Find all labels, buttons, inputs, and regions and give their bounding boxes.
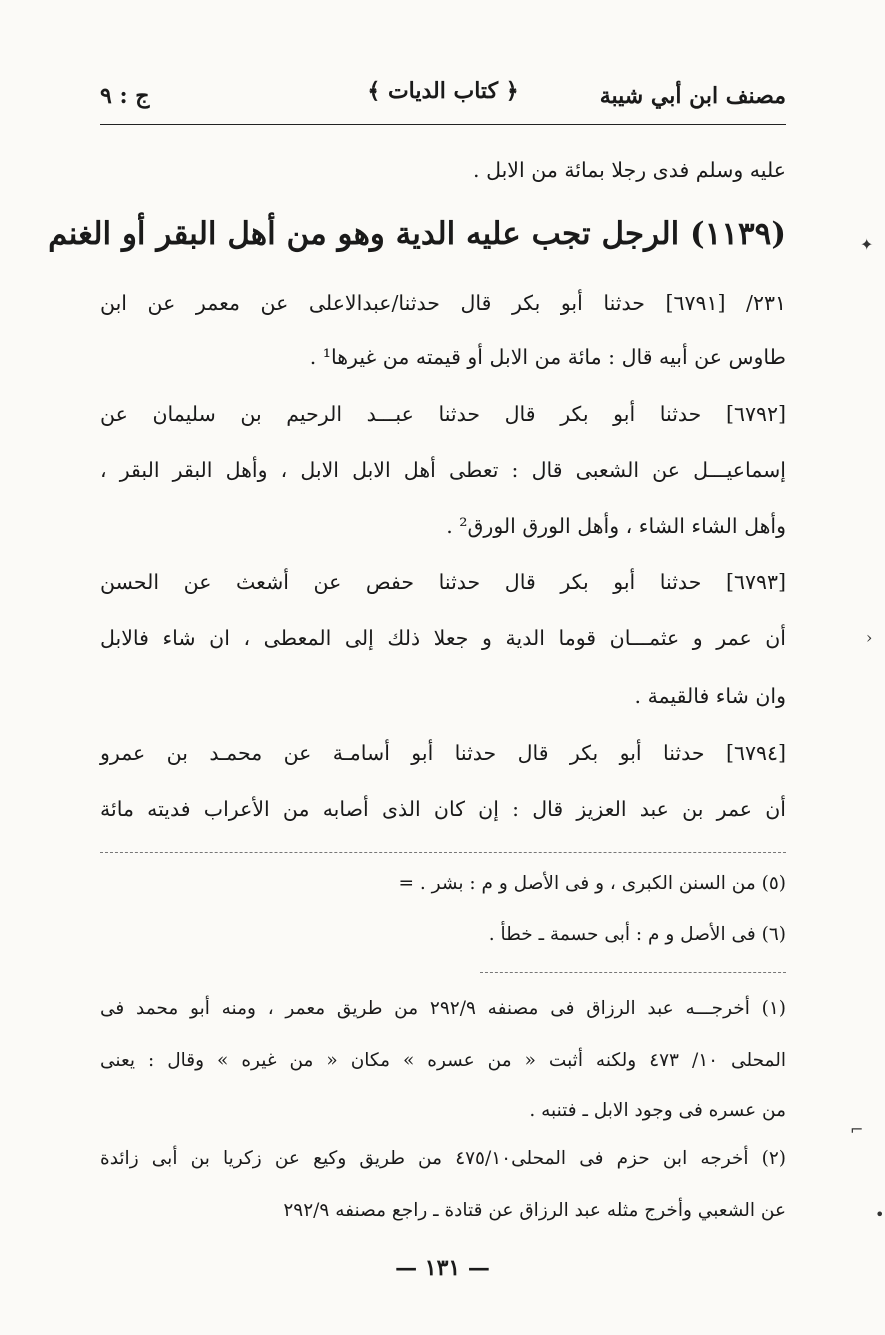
text-line: وأهل الشاء الشاء ، وأهل الورق الورق² . bbox=[446, 514, 786, 538]
text-line: أن عمر بن عبد العزيز قال : إن كان الذى أصابه من الأعراب فديته مائة bbox=[100, 797, 786, 821]
margin-mark-icon: ✦ bbox=[860, 235, 874, 254]
editor-note: (٦) فى الأصل و م : أبى حسمة ـ خطأ . bbox=[488, 924, 786, 945]
volume-number: ج : ٩ bbox=[100, 83, 150, 109]
book-title: مصنف ابن أبي شيبة bbox=[599, 83, 786, 109]
chapter-title: ﴿ كتاب الديات ﴾ bbox=[367, 78, 519, 104]
editor-note: (٥) من السنن الكبرى ، و فى الأصل و م : بشر . = bbox=[398, 873, 786, 894]
margin-mark-icon: › bbox=[866, 628, 873, 647]
text-line: [٦٧٩٢] حدثنا أبو بكر قال حدثنا عبـــد الرحيم بن سليمان عن bbox=[100, 402, 786, 426]
footnotes-divider bbox=[480, 972, 786, 973]
margin-mark-icon: ⌐ bbox=[850, 1120, 864, 1139]
section-heading: (١١٣٩) الرجل تجب عليه الدية وهو من أهل البقر أو الغنم bbox=[48, 216, 786, 252]
header-rule bbox=[100, 124, 786, 125]
footnote-line: (١) أخرجـــه عبد الرزاق فى مصنفه ٢٩٢/٩ من طريق معمر ، ومنه أبو محمد فى bbox=[100, 998, 786, 1019]
footnote-line: المحلى ١٠/ ٤٧٣ ولكنه أثبت « من عسره » مكان « من غيره » وقال : يعنى bbox=[100, 1050, 786, 1071]
text-line: طاوس عن أبيه قال : مائة من الابل أو قيمته من غيرها¹ . bbox=[309, 345, 786, 369]
text-line: [٦٧٩٤] حدثنا أبو بكر قال حدثنا أبو أسامـة عن محمـد بن عمرو bbox=[100, 741, 786, 765]
text-line: عليه وسلم فدى رجلا بمائة من الابل . bbox=[473, 158, 786, 182]
notes-divider bbox=[100, 852, 786, 853]
text-line: أن عمر و عثمـــان قوما الدية و جعلا ذلك إلى المعطى ، ان شاء فالابل bbox=[100, 626, 786, 650]
text-line: ٢٣١/ [٦٧٩١] حدثنا أبو بكر قال حدثنا/عبدالاعلى عن معمر عن ابن bbox=[100, 291, 786, 315]
text-line: [٦٧٩٣] حدثنا أبو بكر قال حدثنا حفص عن أشعث عن الحسن bbox=[100, 570, 786, 594]
footnote-line: (٢) أخرجه ابن حزم فى المحلى٤٧٥/١٠ من طريق وكيع عن زكريا بن أبى زائدة bbox=[100, 1148, 786, 1169]
page-number: — ١٣١ — bbox=[395, 1255, 490, 1281]
page-header bbox=[100, 74, 786, 118]
footnote-line: عن الشعبي وأخرج مثله عبد الرزاق عن قتادة ـ راجع مصنفه ٢٩٢/٩ bbox=[283, 1200, 786, 1221]
footnote-line: من عسره فى وجود الابل ـ فتنبه . bbox=[529, 1100, 786, 1121]
text-line: إسماعيـــل عن الشعبى قال : تعطى أهل الابل الابل ، وأهل البقر البقر ، bbox=[100, 458, 786, 482]
margin-dot-icon: • bbox=[875, 1205, 885, 1224]
text-line: وان شاء فالقيمة . bbox=[634, 684, 786, 708]
